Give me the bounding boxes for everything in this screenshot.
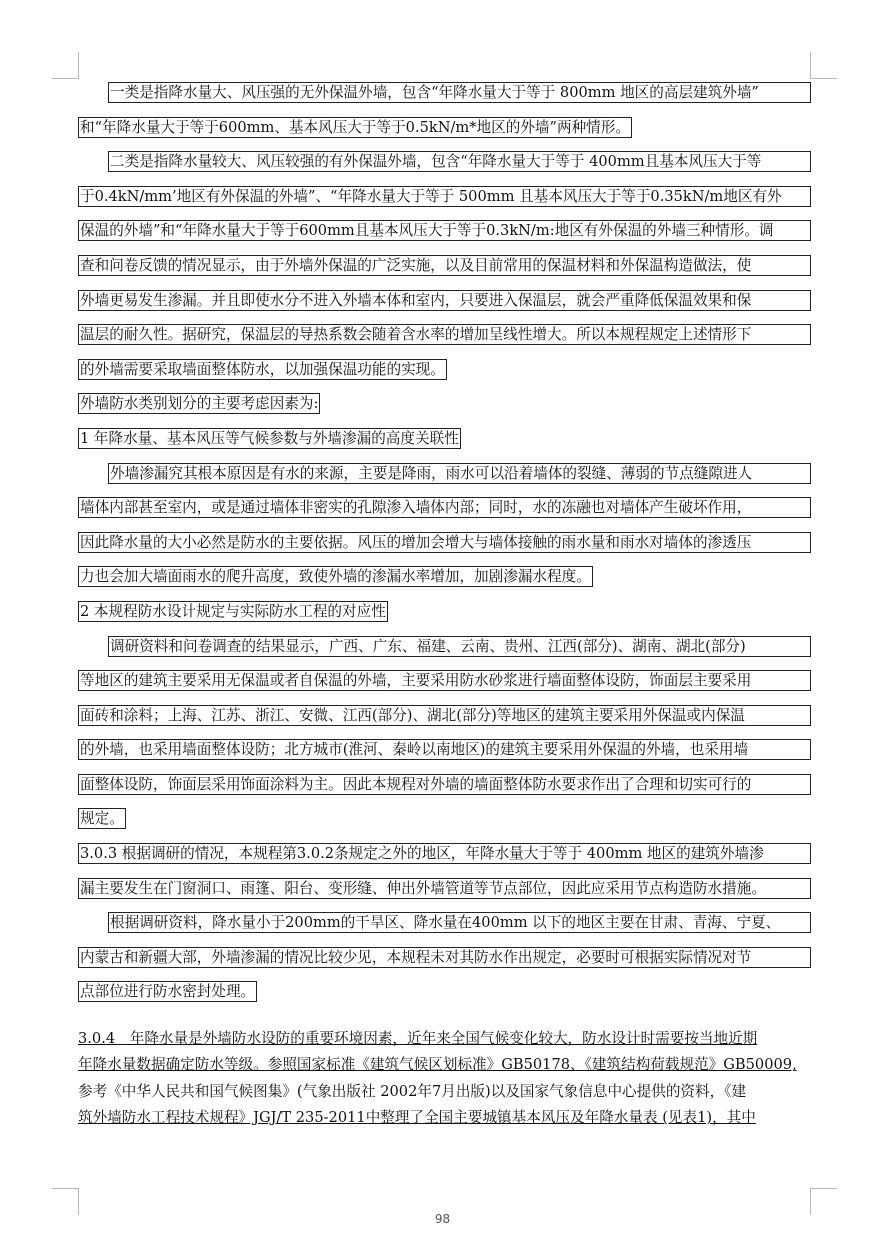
text-line	[78, 532, 811, 567]
text-line-box: 力也会加大墙面雨水的爬升高度，致使外墙的渗漏水率增加，加剧渗漏水程度。	[80, 568, 591, 586]
text-line-box: 外墙防水类别划分的主要考虑因素为:	[80, 395, 319, 413]
text-line-box: 温层的耐久性。据研究，保温层的导热系数会随着含水率的增加呈线性增大。所以本规程规定上述情形下	[78, 324, 811, 345]
text-line-box: 2 本规程防水设计规定与实际防水工程的对应性	[80, 602, 386, 620]
text-line	[78, 947, 811, 982]
text-line-box: 漏主要发生在门窗洞口、雨篷、阳台、变形缝、伸出外墙管道等节点部位，因此应采用节点构造防水措施。	[78, 878, 811, 899]
text-line-box: 根据调研资料，降水量小于200mm的干旱区、降水量在400mm 以下的地区主要在甘肃、青海、宁夏、	[108, 912, 811, 933]
text-line-box: 的外墙需要采取墙面整体防水，以加强保温功能的实现。	[80, 360, 445, 378]
text-line	[78, 601, 811, 636]
text-line	[78, 878, 811, 913]
text-line-box: 3.0.3 根据调研的情况，本规程第3.0.2条规定之外的地区，年降水量大于等于 400mm 地区的建筑外墙渗	[78, 843, 811, 864]
text-line-box: 面砖和涂料；上海、江苏、浙江、安微、江西(部分)、湖北(部分)等地区的建筑主要采用外保温或内保温	[78, 705, 811, 726]
text-line	[78, 981, 811, 1016]
text-line-box: 外墙渗漏究其根本原因是有水的来源，主要是降雨，雨水可以沿着墙体的裂缝、薄弱的节点缝隙进人	[108, 463, 811, 484]
paragraph-line	[78, 1052, 811, 1078]
text-line-box: 二类是指降水量较大、风压较强的有外保温外墙，包含“年降水量大于等于 400mm且基本风压大于等	[108, 151, 811, 172]
text-line-box: 内蒙古和新疆大部，外墙渗漏的情况比较少见，本规程未对其防水作出规定，必要时可根据实际情况对节	[78, 947, 811, 968]
paragraph-line-text: 筑外墙防水工程技术规程》JGJ/T 235-2011中整理了全国主要城镇基本风压及年降水量表 (见表1)，其中	[78, 1109, 756, 1127]
text-line-box: 墙体内部甚至室内，或是通过墙体非密实的孔隙渗入墙体内部；同时，水的冻融也对墙体产生破坏作用，	[78, 497, 811, 518]
crop-mark-bottom-right	[810, 1188, 837, 1215]
text-line-box: 等地区的建筑主要采用无保温或者自保温的外墙，主要采用防水砂浆进行墙面整体设防，饰面层主要采用	[78, 670, 811, 691]
text-line	[108, 636, 811, 671]
text-line-box: 面整体设防，饰面层采用饰面涂料为主。因此本规程对外墙的墙面整体防水要求作出了合理和切实可行的	[78, 774, 811, 795]
paragraph-line-text: 年降水量数据确定防水等级。参照国家标准《建筑气候区划标准》GB50178、《建筑结构荷载规范》GB50009,	[78, 1056, 797, 1074]
text-line	[78, 324, 811, 359]
text-line-box: 查和问卷反馈的情况显示，由于外墙外保温的广泛实施，以及目前常用的保温材料和外保温构造做法，使	[78, 255, 811, 276]
text-line	[108, 82, 811, 117]
text-line-box: 和“年降水量大于等于600mm、基本风压大于等于0.5kN/m*地区的外墙”两种情形。	[80, 118, 630, 136]
document-body	[78, 82, 811, 1132]
text-line-box: 的外墙，也采用墙面整体设防；北方城市(淮河、秦岭以南地区)的建筑主要采用外保温的外墙，也采用墙	[78, 739, 811, 760]
text-line-box: 因此降水量的大小必然是防水的主要依据。风压的增加会增大与墙体接触的雨水量和雨水对墙体的渗透压	[78, 532, 811, 553]
text-line	[108, 463, 811, 498]
text-line	[78, 843, 811, 878]
text-line	[78, 808, 811, 843]
text-line	[108, 912, 811, 947]
text-line	[78, 566, 811, 601]
paragraph-line	[78, 1105, 811, 1131]
paragraph-line-text: 3.0.4 年降水量是外墙防水设防的重要环境因素，近年来全国气候变化较大，防水设计时需要按当地近期	[78, 1030, 758, 1048]
text-line	[78, 497, 811, 532]
plain-text-section	[78, 1026, 811, 1132]
text-line	[78, 290, 811, 325]
text-line-box: 点部位进行防水密封处理。	[80, 983, 256, 1001]
text-line	[108, 151, 811, 186]
text-line	[78, 739, 811, 774]
text-line	[78, 359, 811, 394]
text-line	[78, 220, 811, 255]
text-line-box: 外墙更易发生渗漏。并且即使水分不进入外墙本体和室内，只要进入保温层，就会严重降低保温效果和保	[78, 290, 811, 311]
paragraph-line-text: 参考《中华人民共和国气候图集》(气象出版社 2002年7月出版)以及国家气象信息中心提供的资料，《建	[78, 1082, 747, 1100]
text-line-box: 1 年降水量、基本风压等气候参数与外墙渗漏的高度关联性	[80, 429, 459, 447]
crop-mark-bottom-left	[52, 1188, 79, 1215]
text-line-box: 调研资料和问卷调查的结果显示，广西、广东、福建、云南、贵州、江西(部分)、湖南、湖北(部分)	[108, 636, 811, 657]
crop-mark-top-left	[52, 52, 79, 79]
text-line	[78, 774, 811, 809]
text-line	[78, 255, 811, 290]
text-line-box: 规定。	[80, 810, 124, 828]
text-line-box: 一类是指降水量大、风压强的无外保温外墙，包含“年降水量大于等于 800mm 地区的高层建筑外墙”	[108, 82, 811, 103]
text-line	[78, 393, 811, 428]
paragraph-line	[78, 1079, 811, 1105]
text-line	[78, 428, 811, 463]
crop-mark-top-right	[810, 52, 837, 79]
text-line	[78, 705, 811, 740]
text-line	[78, 186, 811, 221]
text-line	[78, 670, 811, 705]
boxed-text-section	[78, 82, 811, 1016]
text-line-box: 于0.4kN/mm’地区有外保温的外墙”、“年降水量大于等于 500mm 且基本风压大于等于0.35kN/m地区有外	[78, 186, 811, 207]
text-line	[78, 117, 811, 152]
text-line-box: 保温的外墙”和“年降水量大于等于600mm且基本风压大于等于0.3kN/m:地区有外保温的外墙三种情形。调	[78, 220, 811, 241]
paragraph-line	[78, 1026, 811, 1052]
page-number: 98	[434, 1212, 451, 1226]
